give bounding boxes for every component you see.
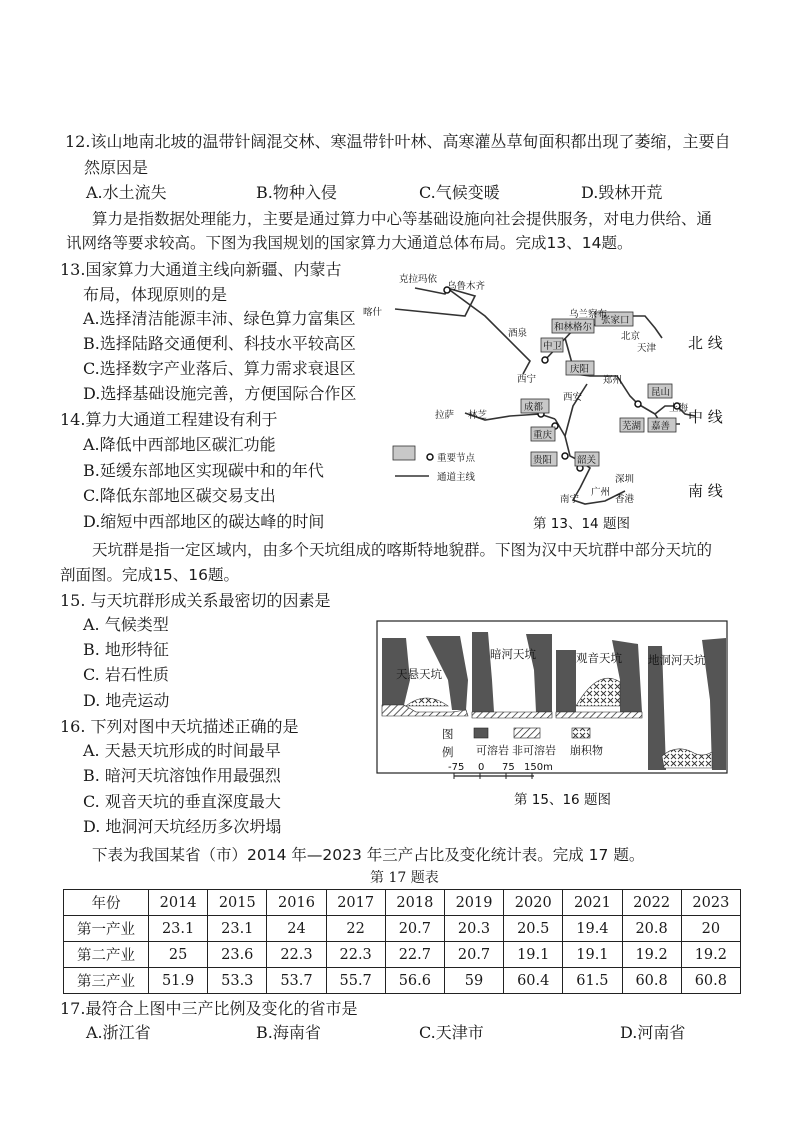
intro-17: 下表为我国某省（市）2014 年—2023 年三产占比及变化统计表。完成 17 题。 (92, 846, 645, 864)
legend-insoluble-swatch (514, 728, 540, 738)
table-cell: 56.6 (385, 968, 444, 994)
table-cell: 19.1 (504, 942, 563, 968)
label-zhongwei: 中卫 (543, 341, 563, 352)
table-cell: 51.9 (149, 968, 208, 994)
table-header-cell: 2015 (208, 890, 267, 916)
table-header-cell: 2014 (149, 890, 208, 916)
intro-15-16-line2: 剖面图。完成15、16题。 (60, 566, 239, 584)
q13-stem-line2: 布局，体现原则的是 (83, 285, 228, 304)
label-xianggang: 香港 (615, 494, 635, 505)
table-cell: 第二产业 (64, 942, 149, 968)
table-cell: 24 (267, 916, 326, 942)
table-cell: 23.1 (208, 916, 267, 942)
didonghe-label: 地洞河天坑 (648, 653, 706, 667)
scale-tick-minus75: -75 (448, 762, 465, 773)
table-cell: 61.5 (563, 968, 622, 994)
table-cell: 60.8 (681, 968, 740, 994)
table-cell: 19.1 (563, 942, 622, 968)
table-row (64, 942, 741, 968)
legend-debris-label: 崩积物 (570, 744, 603, 757)
node-zhongwei (542, 357, 548, 363)
legend-main-label: 通道主线 (437, 472, 476, 483)
label-tianjin: 天津 (637, 343, 657, 354)
q16-stem: 16. 下列对图中天坑描述正确的是 (60, 717, 299, 736)
q14-option-c: C.降低东部地区碳交易支出 (83, 486, 276, 505)
table-cell: 22 (326, 916, 385, 942)
table-header-cell: 2018 (385, 890, 444, 916)
q16-option-a: A. 天悬天坑形成的时间最早 (83, 741, 281, 760)
table-header-cell: 2019 (444, 890, 503, 916)
q13-option-d: D.选择基础设施完善，方便国际合作区 (83, 384, 357, 403)
table-cell: 20.3 (444, 916, 503, 942)
table-cell: 20.8 (622, 916, 681, 942)
label-beijing: 北京 (621, 331, 641, 342)
table-cell: 25 (149, 942, 208, 968)
table-cell: 19.4 (563, 916, 622, 942)
table-header-cell: 2017 (326, 890, 385, 916)
anhe-label: 暗河天坑 (490, 647, 536, 661)
q13-option-b: B.选择陆路交通便利、科技水平较高区 (83, 334, 356, 353)
q15-option-b: B. 地形特征 (83, 640, 169, 659)
table-header-cell: 年份 (64, 890, 149, 916)
label-chengdu: 成都 (524, 402, 544, 413)
table-header-row (64, 890, 741, 916)
table-cell: 19.2 (681, 942, 740, 968)
q13-option-c: C.选择数字产业落后、算力需求衰退区 (83, 359, 356, 378)
table-cell: 60.4 (504, 968, 563, 994)
node-wuhu (635, 401, 641, 407)
table-header-cell: 2016 (267, 890, 326, 916)
table-cell: 22.3 (326, 942, 385, 968)
anhe-sinkhole (472, 632, 552, 718)
label-wuhu: 芜湖 (622, 421, 642, 432)
intro-13-14-line2: 讯网络等要求较高。下图为我国规划的国家算力大通道总体布局。完成13、14题。 (66, 234, 633, 252)
label-linzhi: 林芝 (468, 410, 488, 421)
label-kashi: 喀什 (363, 307, 383, 318)
legend-node-symbol (427, 454, 433, 460)
label-qingyang: 庆阳 (570, 364, 590, 375)
legend-debris-swatch (572, 728, 590, 738)
legend-title-2: 例 (442, 745, 454, 759)
table17-caption: 第 17 题表 (370, 870, 439, 886)
table-cell: 第一产业 (64, 916, 149, 942)
corridor-line-labels (688, 334, 723, 500)
scale-tick-150: 150m (524, 762, 553, 773)
table-cell: 19.2 (622, 942, 681, 968)
label-wulanchabu: 乌兰察布 (569, 309, 608, 320)
scale-bar (448, 762, 553, 779)
table-cell: 22.7 (385, 942, 444, 968)
q12-stem-line1: 12.该山地南北坡的温带针阔混交林、寒温带针叶林、高寒灌丛草甸面积都出现了萎缩，主要自 (65, 132, 731, 151)
table-cell: 20.7 (385, 916, 444, 942)
q16-option-b: B. 暗河天坑溶蚀作用最强烈 (83, 766, 281, 785)
guanyin-label: 观音天坑 (576, 651, 622, 665)
table-cell: 23.1 (149, 916, 208, 942)
label-xining: 西宁 (517, 374, 537, 385)
didonghe-sinkhole (648, 638, 726, 770)
sinkhole-caption: 第 15、16 题图 (514, 792, 611, 808)
label-guiyang: 贵阳 (533, 455, 553, 466)
node-guiyang (562, 453, 568, 459)
table-cell: 59 (444, 968, 503, 994)
q15-option-a: A. 气候类型 (83, 615, 169, 634)
legend-title-1: 图 (442, 727, 454, 741)
label-guangzhou: 广州 (591, 487, 611, 498)
north-line-label: 北 线 (688, 334, 723, 352)
table-cell: 20.7 (444, 942, 503, 968)
q12-option-c: C.气候变暖 (419, 183, 500, 202)
legend-insoluble-label: 非可溶岩 (512, 744, 556, 757)
table-cell: 60.8 (622, 968, 681, 994)
table-row (64, 968, 741, 994)
label-shenzhen: 深圳 (615, 474, 635, 485)
q15-stem: 15. 与天坑群形成关系最密切的因素是 (60, 591, 331, 610)
label-jiashan: 嘉善 (651, 421, 671, 432)
q12-option-a: A.水土流失 (86, 183, 167, 202)
q17-stem: 17.最符合上图中三产比例及变化的省市是 (60, 999, 358, 1018)
table-header-cell: 2023 (681, 890, 740, 916)
label-chongqing: 重庆 (533, 430, 553, 441)
table-row (64, 916, 741, 942)
table-cell: 20.5 (504, 916, 563, 942)
label-jiuquan: 酒泉 (508, 328, 528, 339)
map-caption: 第 13、14 题图 (533, 516, 630, 532)
tianxuan-sinkhole (382, 636, 468, 716)
scale-tick-75: 75 (502, 762, 515, 773)
q16-option-d: D. 地洞河天坑经历多次坍塌 (83, 817, 282, 836)
table-cell: 23.6 (208, 942, 267, 968)
table-header-cell: 2022 (622, 890, 681, 916)
table-cell: 20 (681, 916, 740, 942)
q13-stem-line1: 13.国家算力大通道主线向新疆、内蒙古 (60, 260, 342, 279)
sinkhole-profile-figure (376, 620, 728, 810)
scale-tick-0: 0 (478, 762, 485, 773)
q12-option-d: D.毁林开荒 (581, 183, 663, 202)
intro-13-14-line1: 算力是指数据处理能力，主要是通过算力中心等基础设施向社会提供服务，对电力供给、通 (92, 210, 713, 228)
label-zhangjiakou: 张家口 (601, 315, 630, 326)
q13-option-a: A.选择清洁能源丰沛、绿色算力富集区 (83, 309, 356, 328)
table-cell: 53.7 (267, 968, 326, 994)
q16-option-c: C. 观音天坑的垂直深度最大 (83, 792, 281, 811)
legend-soluble-swatch (474, 728, 488, 738)
label-nanning: 南宁 (560, 494, 580, 505)
table-cell: 第三产业 (64, 968, 149, 994)
table-header-cell: 2021 (563, 890, 622, 916)
table-header-cell: 2020 (504, 890, 563, 916)
q14-option-a: A.降低中西部地区碳汇功能 (83, 435, 276, 454)
q17-option-a: A.浙江省 (86, 1023, 151, 1042)
label-wulumuqi: 乌鲁木齐 (447, 281, 486, 292)
label-shanghai: 上海 (669, 403, 689, 414)
q17-option-b: B.海南省 (256, 1023, 321, 1042)
south-line-label: 南 线 (688, 482, 723, 500)
city-labels (363, 273, 689, 505)
q17-option-c: C.天津市 (419, 1023, 484, 1042)
q12-stem-line2: 然原因是 (84, 158, 149, 177)
label-zhengzhou: 郑州 (603, 375, 623, 386)
q14-option-b: B.延缓东部地区实现碳中和的年代 (83, 461, 324, 480)
q17-option-d: D.河南省 (620, 1023, 686, 1042)
tianxuan-label: 天悬天坑 (396, 667, 442, 681)
label-shaoguan: 韶关 (577, 455, 597, 466)
q14-stem: 14.算力大通道工程建设有利于 (60, 410, 278, 429)
q14-option-d: D.缩短中西部地区的碳达峰的时间 (83, 512, 325, 531)
middle-line-label: 中 线 (688, 408, 723, 426)
label-kunshan: 昆山 (651, 387, 671, 398)
label-kelamayi: 克拉玛依 (399, 274, 438, 285)
legend-soluble-label: 可溶岩 (476, 744, 509, 757)
q15-option-c: C. 岩石性质 (83, 665, 169, 684)
q15-option-d: D. 地壳运动 (83, 691, 170, 710)
table-cell: 22.3 (267, 942, 326, 968)
table-cell: 55.7 (326, 968, 385, 994)
label-helingeer: 和林格尔 (554, 322, 593, 333)
table-cell: 53.3 (208, 968, 267, 994)
label-xian: 西安 (563, 392, 583, 403)
guanyin-sinkhole (556, 640, 642, 718)
intro-15-16-line1: 天坑群是指一定区域内，由多个天坑组成的喀斯特地貌群。下图为汉中天坑群中部分天坑的 (92, 541, 713, 559)
industry-share-table (63, 889, 741, 994)
q12-option-b: B.物种入侵 (256, 183, 337, 202)
legend-node-label: 重要节点 (437, 453, 476, 464)
compute-corridor-map (355, 256, 775, 536)
label-lasa: 拉萨 (435, 410, 455, 421)
